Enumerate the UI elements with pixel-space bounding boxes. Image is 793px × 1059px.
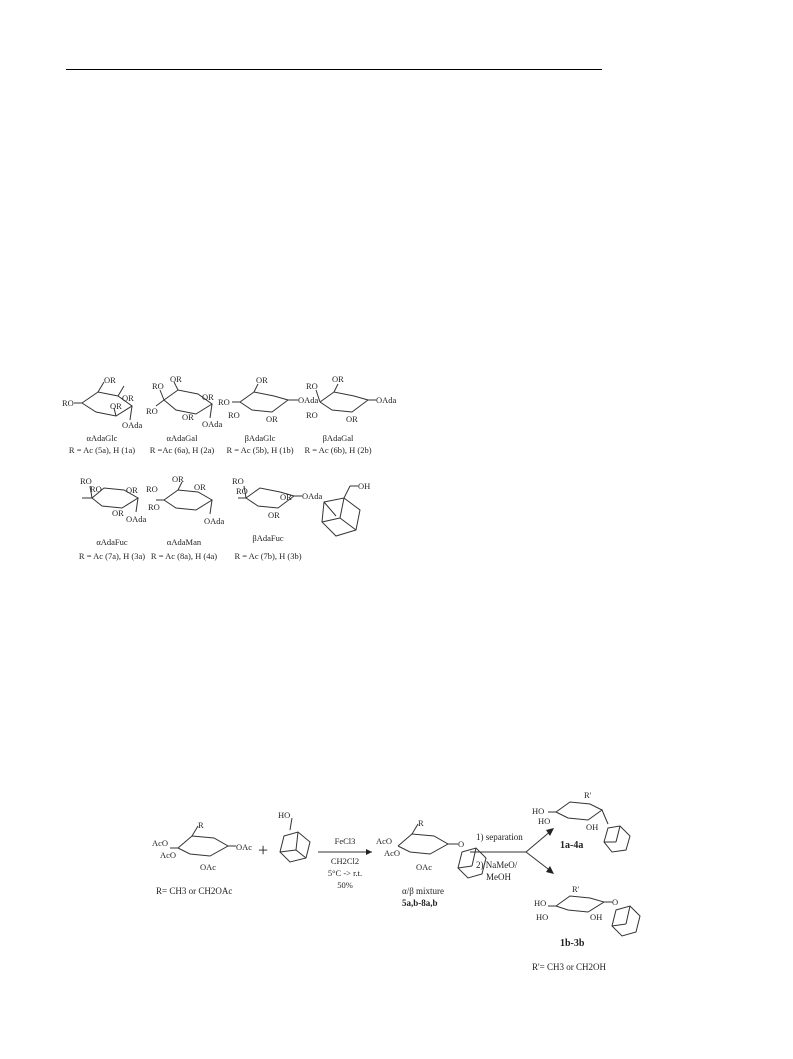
group-or: OR xyxy=(122,393,134,403)
group-oac: OAc xyxy=(416,862,433,872)
step-separation: 1) separation xyxy=(476,832,523,842)
compound-name: αAdaGal xyxy=(166,433,198,443)
group-ro: RO xyxy=(146,484,158,494)
compound-name: αAdaGlc xyxy=(86,433,118,443)
group-or: OR xyxy=(266,414,278,424)
group-ho: HO xyxy=(532,806,545,816)
structure-alpha-ada-man xyxy=(146,474,225,526)
group-oada: OAda xyxy=(202,419,223,429)
structure-beta-ada-gal xyxy=(306,374,397,424)
product-a-label: 1a-4a xyxy=(560,840,584,851)
group-oh: OH xyxy=(358,481,371,491)
group-oada: OAda xyxy=(298,395,319,405)
compound-r-line: R = Ac (5b), H (1b) xyxy=(226,445,294,455)
structure-alpha-ada-fuc xyxy=(80,476,147,524)
reagent-fecl3: FeCl3 xyxy=(334,836,356,846)
group-ho: HO xyxy=(536,912,549,922)
compound-r-line: R = Ac (7b), H (3b) xyxy=(234,551,302,561)
step-deprotection: 2) NaMeO/ xyxy=(476,860,518,870)
structure-beta-ada-glc xyxy=(218,375,319,424)
product-beta-structure xyxy=(534,884,640,936)
group-or: OR xyxy=(104,375,116,385)
header-rule xyxy=(66,69,602,70)
group-ro: RO xyxy=(148,502,160,512)
group-or: OR xyxy=(112,508,124,518)
group-aco: AcO xyxy=(160,850,177,860)
group-r: R xyxy=(418,818,424,828)
group-oac: OAc xyxy=(236,842,253,852)
group-ro: RO xyxy=(152,381,164,391)
starting-material xyxy=(152,820,252,872)
group-oada: OAda xyxy=(376,395,397,405)
plus-sign: + xyxy=(258,840,269,860)
start-note: R= CH3 or CH2OAc xyxy=(156,886,233,896)
group-or: OR xyxy=(202,392,214,402)
compound-name: βAdaFuc xyxy=(252,533,284,543)
compound-r-line: R = Ac (5a), H (1a) xyxy=(68,445,136,455)
group-ro: RO xyxy=(90,484,102,494)
compound-r-line: R = Ac (7a), H (3a) xyxy=(78,551,146,561)
group-or: OR xyxy=(280,492,292,502)
compound-name: αAdaFuc xyxy=(96,537,128,547)
group-oh: OH xyxy=(590,912,603,922)
compound-structures-figure xyxy=(60,370,400,570)
group-ro: RO xyxy=(228,410,240,420)
group-r-prime: R' xyxy=(584,790,592,800)
compound-name: βAdaGal xyxy=(322,433,354,443)
group-aco: AcO xyxy=(376,836,393,846)
group-oada: OAda xyxy=(204,516,225,526)
reagent-yield: 50% xyxy=(337,880,353,890)
group-oada: OAda xyxy=(122,420,143,430)
group-or: OR xyxy=(110,401,122,411)
group-ro: RO xyxy=(62,398,74,408)
synthesis-scheme xyxy=(140,790,660,980)
structure-alpha-ada-glc xyxy=(62,375,143,430)
product-note: R'= CH3 or CH2OH xyxy=(532,962,606,972)
structure-alpha-ada-gal xyxy=(146,374,223,429)
compound-name: βAdaGlc xyxy=(244,433,276,443)
group-or: OR xyxy=(256,375,268,385)
compound-r-line: R =Ac (6a), H (2a) xyxy=(149,445,215,455)
group-oh: OH xyxy=(586,822,599,832)
group-or: OR xyxy=(126,485,138,495)
structure-beta-ada-fuc xyxy=(232,476,323,520)
product-b-label: 1b-3b xyxy=(560,938,585,949)
group-ro: RO xyxy=(236,486,248,496)
compound-r-line: R = Ac (6b), H (2b) xyxy=(304,445,372,455)
group-r: R xyxy=(198,820,204,830)
group-or: OR xyxy=(346,414,358,424)
group-ro: RO xyxy=(80,476,92,486)
group-oada: OAda xyxy=(126,514,147,524)
group-o: O xyxy=(612,897,619,907)
adamantane-reagent xyxy=(278,810,310,862)
intermediate-label: 5a,b-8a,b xyxy=(402,898,438,908)
group-ro: RO xyxy=(306,410,318,420)
group-ho: HO xyxy=(538,816,551,826)
intermediate-note: α/β mixture xyxy=(402,886,445,896)
compound-r-line: R = Ac (8a), H (4a) xyxy=(150,551,218,561)
group-or: OR xyxy=(332,374,344,384)
group-aco: AcO xyxy=(384,848,401,858)
group-ho: HO xyxy=(534,898,547,908)
reagent-temperature: 5°C -> r.t. xyxy=(327,868,363,878)
reagent-ch2cl2: CH2Cl2 xyxy=(330,856,360,866)
structure-adamantane-methanol xyxy=(322,481,370,536)
compound-name: αAdaMan xyxy=(166,537,202,547)
intermediate-structure xyxy=(376,818,486,878)
group-aco: AcO xyxy=(152,838,169,848)
group-oac: OAc xyxy=(200,862,217,872)
group-ho: HO xyxy=(278,810,291,820)
group-ro: RO xyxy=(146,406,158,416)
group-or: OR xyxy=(182,412,194,422)
group-or: OR xyxy=(172,474,184,484)
group-ro: RO xyxy=(232,476,244,486)
group-r-prime: R' xyxy=(572,884,580,894)
step-solvent: MeOH xyxy=(486,872,511,882)
group-o: O xyxy=(458,839,465,849)
group-or: OR xyxy=(268,510,280,520)
group-oada: OAda xyxy=(302,491,323,501)
group-or: OR xyxy=(170,374,182,384)
group-ro: RO xyxy=(306,381,318,391)
group-or: OR xyxy=(194,482,206,492)
group-ro: RO xyxy=(218,397,230,407)
